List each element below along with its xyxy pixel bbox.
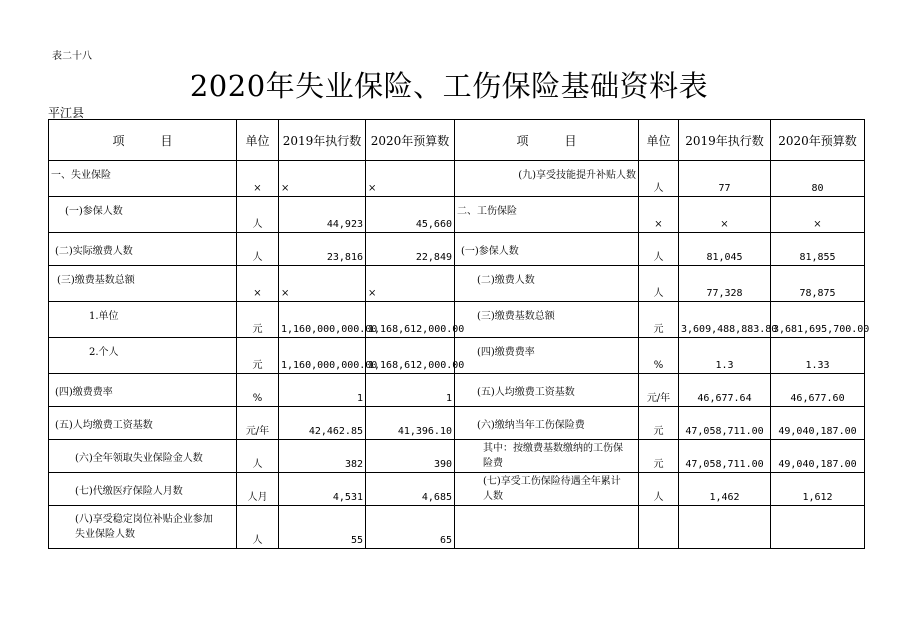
table-row	[49, 302, 865, 338]
row-label: 二、工伤保险	[455, 197, 639, 233]
row-unit: 元	[639, 407, 679, 440]
row-value-2019: 44,923	[279, 197, 366, 233]
row-unit: 人	[237, 506, 279, 549]
row-label: (四)缴费费率	[455, 338, 639, 374]
row-unit: ×	[639, 197, 679, 233]
table-row	[49, 374, 865, 407]
row-value-2019: 4,531	[279, 473, 366, 506]
row-unit: 人	[639, 266, 679, 302]
row-value-2020: 1,612	[771, 473, 865, 506]
header-2020-left: 2020年预算数	[366, 120, 455, 161]
table-row	[49, 440, 865, 473]
row-value-2020: 3,681,695,700.00	[771, 302, 865, 338]
header-item-left: 项 目	[49, 120, 237, 161]
row-label: (六)缴纳当年工伤保险费	[455, 407, 639, 440]
row-unit: 人	[237, 233, 279, 266]
row-value-2019: 23,816	[279, 233, 366, 266]
row-value-2020: 49,040,187.00	[771, 440, 865, 473]
table-row	[49, 338, 865, 374]
row-value-2020: 22,849	[366, 233, 455, 266]
row-value-2019: 1,160,000,000.00	[279, 338, 366, 374]
row-label	[455, 506, 639, 549]
row-value-2019: 42,462.85	[279, 407, 366, 440]
row-value-2020: 81,855	[771, 233, 865, 266]
header-2019-left: 2019年执行数	[279, 120, 366, 161]
row-label: (四)缴费费率	[49, 374, 237, 407]
row-label: 2.个人	[49, 338, 237, 374]
row-label: 其中：按缴费基数缴纳的工伤保险费	[455, 440, 639, 473]
row-label: (八)享受稳定岗位补贴企业参加失业保险人数	[49, 506, 237, 549]
row-unit: 元	[639, 302, 679, 338]
row-value-2020: 1,168,612,000.00	[366, 302, 455, 338]
row-value-2019: 81,045	[679, 233, 771, 266]
row-unit: 元	[237, 302, 279, 338]
table-row	[49, 197, 865, 233]
row-label: (七)享受工伤保险待遇全年累计人数	[455, 473, 639, 506]
row-label: (一)参保人数	[455, 233, 639, 266]
row-label: (六)全年领取失业保险金人数	[49, 440, 237, 473]
row-unit: 人月	[237, 473, 279, 506]
row-label: (七)代缴医疗保险人月数	[49, 473, 237, 506]
row-value-2019: ×	[679, 197, 771, 233]
table-number: 表二十八	[52, 51, 92, 62]
table-row	[49, 161, 865, 197]
row-value-2019: 1	[279, 374, 366, 407]
row-unit: 人	[237, 440, 279, 473]
row-value-2019: 47,058,711.00	[679, 407, 771, 440]
row-label: (五)人均缴费工资基数	[455, 374, 639, 407]
row-value-2019: 3,609,488,883.80	[679, 302, 771, 338]
row-value-2019: 46,677.64	[679, 374, 771, 407]
row-value-2020: ×	[366, 161, 455, 197]
row-value-2020: 80	[771, 161, 865, 197]
row-label: (一)参保人数	[49, 197, 237, 233]
table-row	[49, 407, 865, 440]
row-value-2019: 1,160,000,000.00	[279, 302, 366, 338]
row-value-2019: ×	[279, 266, 366, 302]
header-unit-left: 单位	[237, 120, 279, 161]
table-row	[49, 473, 865, 506]
row-unit: ×	[237, 266, 279, 302]
row-value-2020: 45,660	[366, 197, 455, 233]
row-unit	[639, 506, 679, 549]
row-unit: 元	[639, 440, 679, 473]
row-value-2019: 382	[279, 440, 366, 473]
row-value-2020: 1.33	[771, 338, 865, 374]
row-unit: 人	[639, 233, 679, 266]
row-unit: 人	[237, 197, 279, 233]
row-value-2019: 77,328	[679, 266, 771, 302]
header-2020-right: 2020年预算数	[771, 120, 865, 161]
row-value-2020	[771, 506, 865, 549]
row-label: (二)缴费人数	[455, 266, 639, 302]
row-value-2020: 1	[366, 374, 455, 407]
row-value-2020: 46,677.60	[771, 374, 865, 407]
row-unit: %	[237, 374, 279, 407]
table-row	[49, 266, 865, 302]
row-value-2020: 390	[366, 440, 455, 473]
row-value-2020: 4,685	[366, 473, 455, 506]
header-2019-right: 2019年执行数	[679, 120, 771, 161]
county-label: 平江县	[48, 106, 85, 120]
row-value-2020: 78,875	[771, 266, 865, 302]
row-unit: 人	[639, 161, 679, 197]
row-unit: ×	[237, 161, 279, 197]
row-value-2019: 1.3	[679, 338, 771, 374]
page-title: 2020年失业保险、工伤保险基础资料表	[189, 69, 709, 103]
row-unit: 元/年	[639, 374, 679, 407]
row-value-2020: 65	[366, 506, 455, 549]
row-unit: 元/年	[237, 407, 279, 440]
header-unit-right: 单位	[639, 120, 679, 161]
row-value-2019	[679, 506, 771, 549]
row-value-2020: ×	[366, 266, 455, 302]
row-label: (三)缴费基数总额	[455, 302, 639, 338]
row-value-2019: ×	[279, 161, 366, 197]
table-row	[49, 233, 865, 266]
row-value-2019: 55	[279, 506, 366, 549]
row-label: (五)人均缴费工资基数	[49, 407, 237, 440]
data-table	[48, 119, 870, 549]
row-label: (三)缴费基数总额	[49, 266, 237, 302]
row-value-2019: 1,462	[679, 473, 771, 506]
row-value-2020: ×	[771, 197, 865, 233]
row-label: (九)享受技能提升补贴人数	[455, 161, 639, 197]
header-row	[49, 120, 865, 161]
row-value-2020: 1,168,612,000.00	[366, 338, 455, 374]
row-value-2019: 77	[679, 161, 771, 197]
header-item-right: 项 目	[455, 120, 639, 161]
row-value-2020: 41,396.10	[366, 407, 455, 440]
row-label: (二)实际缴费人数	[49, 233, 237, 266]
row-label: 1.单位	[49, 302, 237, 338]
row-unit: %	[639, 338, 679, 374]
row-label: 一、失业保险	[49, 161, 237, 197]
row-unit: 元	[237, 338, 279, 374]
table-row	[49, 506, 865, 549]
row-value-2020: 49,040,187.00	[771, 407, 865, 440]
row-value-2019: 47,058,711.00	[679, 440, 771, 473]
row-unit: 人	[639, 473, 679, 506]
